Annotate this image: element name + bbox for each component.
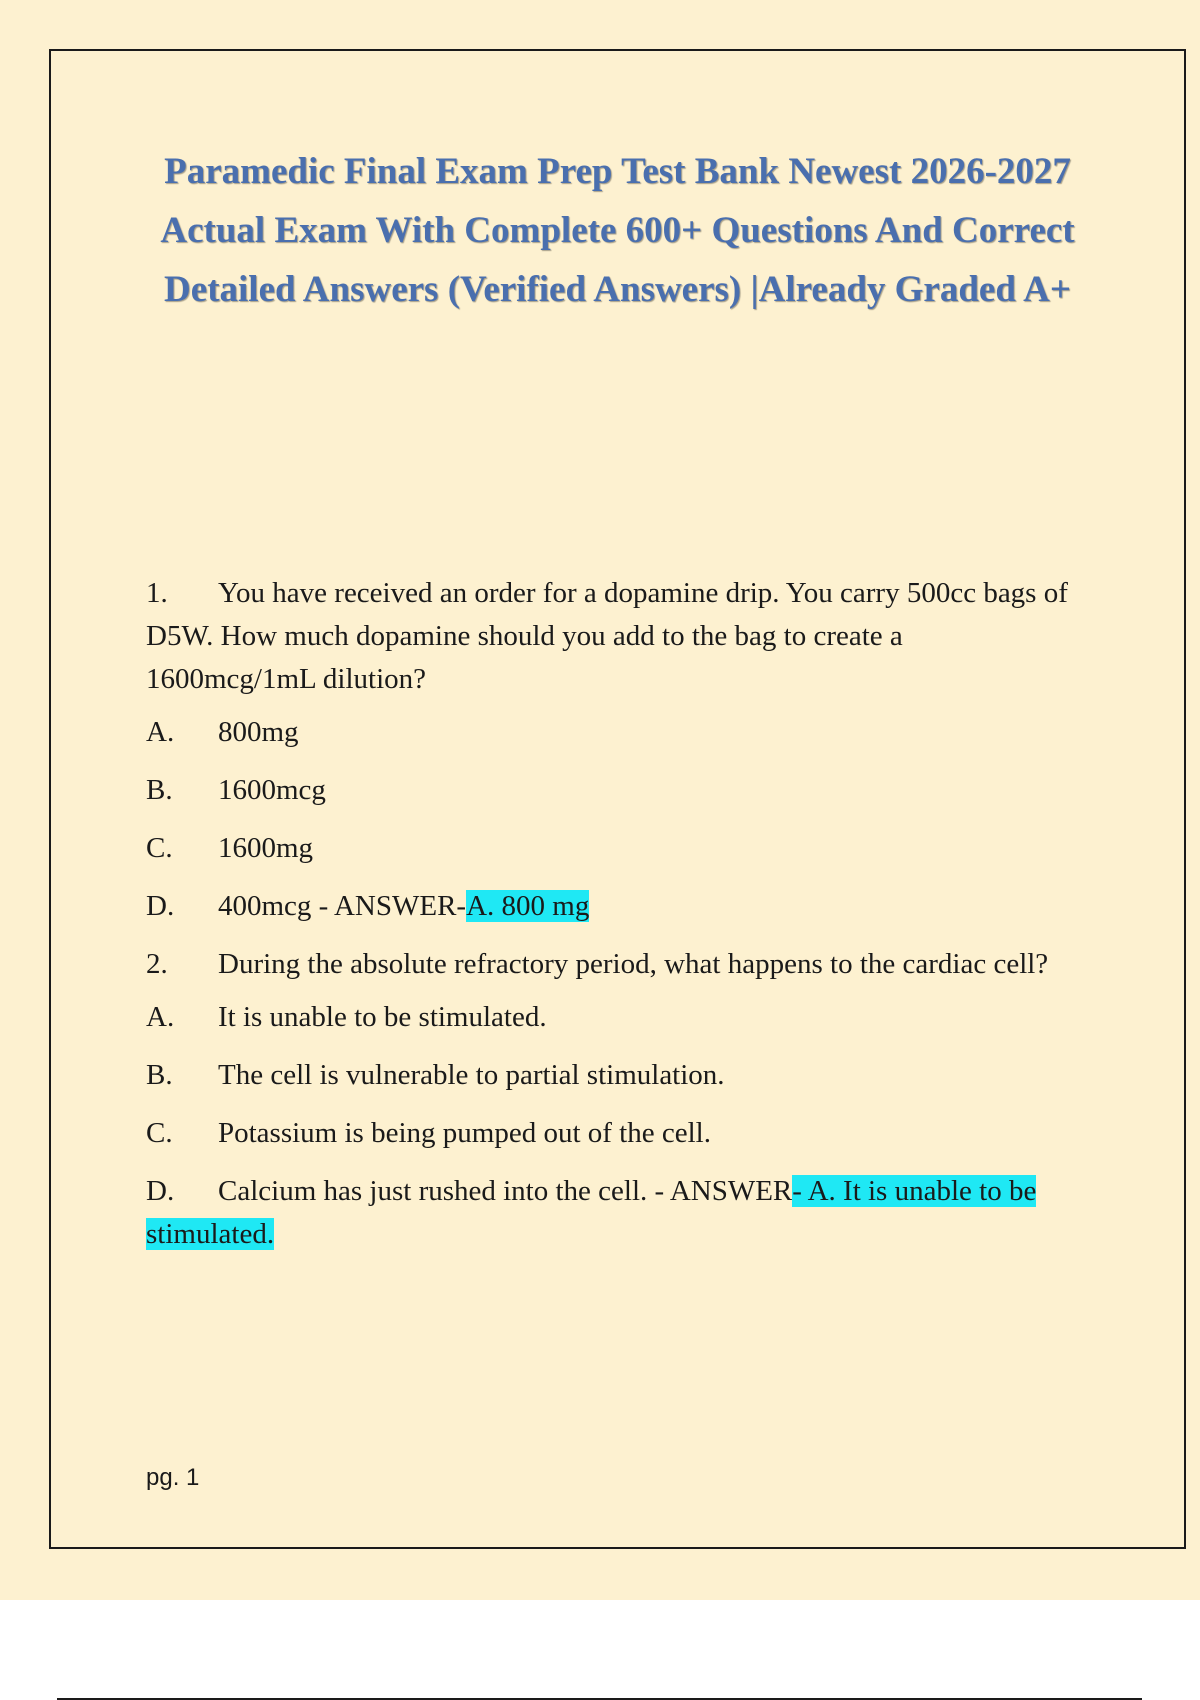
option-letter: B. [146, 1059, 173, 1091]
option-letter: A. [146, 1001, 175, 1033]
question-number: 2. [146, 948, 168, 980]
option-text: 400mcg - ANSWER- [218, 890, 467, 922]
option-text: Potassium is being pumped out of the cell. [218, 1117, 711, 1149]
question-body: During the absolute refractory period, what happens to the cardiac cell? [218, 948, 1049, 980]
option-d [146, 1170, 1076, 1256]
option-c [146, 827, 1076, 870]
option-a [146, 711, 1076, 754]
question-text [146, 572, 1076, 701]
option-c [146, 1112, 1076, 1155]
highlighted-answer: A. 800 mg [466, 890, 590, 922]
option-a [146, 996, 1076, 1039]
option-b [146, 1054, 1076, 1097]
option-letter: B. [146, 774, 173, 806]
option-letter: D. [146, 1175, 175, 1207]
option-text: The cell is vulnerable to partial stimulation. [218, 1059, 725, 1091]
option-letter: C. [146, 832, 173, 864]
document-title: Paramedic Final Exam Prep Test Bank Newest 2026-2027 Actual Exam With Complete 600+ Questions And Correct Detailed Answers (Verified Answers) |Already Graded A+ [160, 151, 1075, 310]
option-text: Calcium has just rushed into the cell. - ANSWER [218, 1175, 793, 1207]
question-text [146, 943, 1076, 986]
page-number: pg. 1 [146, 1464, 200, 1491]
option-letter: C. [146, 1117, 173, 1149]
option-b [146, 769, 1076, 812]
question-number: 1. [146, 577, 168, 609]
option-letter: A. [146, 716, 175, 748]
question-list [146, 572, 1076, 1271]
option-letter: D. [146, 890, 175, 922]
option-text: It is unable to be stimulated. [218, 1001, 547, 1033]
question-2 [146, 943, 1076, 1256]
option-text: 1600mcg [218, 774, 326, 806]
option-text: 1600mg [218, 832, 314, 864]
question-body: You have received an order for a dopamine drip. You carry 500cc bags of D5W. How much dopamine should you add to the bag to create a 1600mcg/1mL dilution? [146, 577, 1068, 695]
question-1 [146, 572, 1076, 928]
option-text: 800mg [218, 716, 299, 748]
option-d [146, 885, 1076, 928]
highlighted-answer: - A. It is unable to be stimulated. [146, 1175, 1037, 1250]
